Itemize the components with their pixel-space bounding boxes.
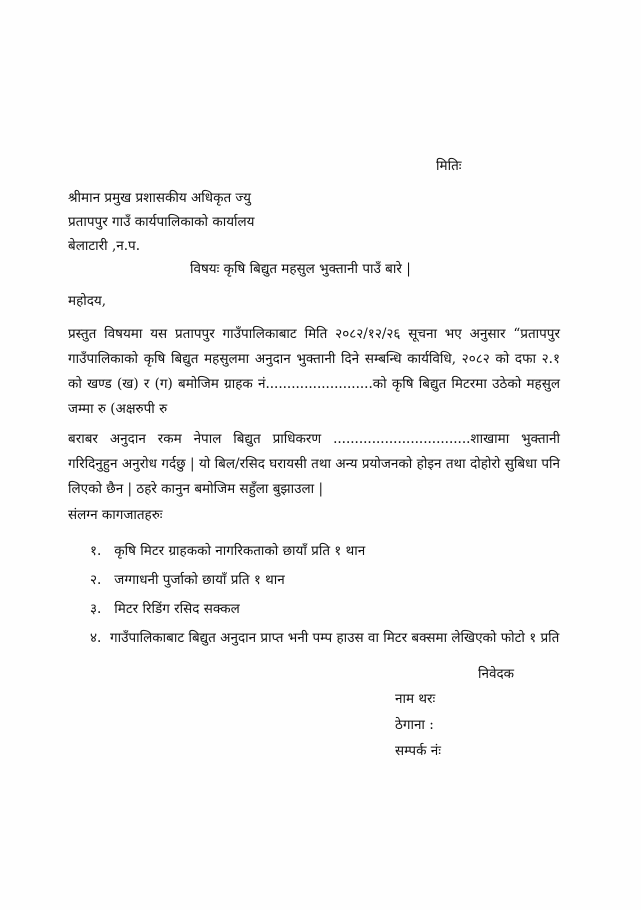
date-label: मितिः <box>436 158 462 174</box>
attachment-item <box>90 569 565 591</box>
attachment-number: २. <box>90 572 102 588</box>
attachments-heading: संलग्न कागजातहरुः <box>68 507 163 523</box>
attachment-number: ३. <box>90 601 102 617</box>
contact-label: सम्पर्क नंः <box>395 743 441 759</box>
recipient-office: प्रतापपुर गाउँ कार्यपालिकाको कार्यालय <box>68 214 255 230</box>
attachment-text: कृषि मिटर ग्राहकको नागरिकताको छायाँ प्रति १ थान <box>114 543 366 559</box>
applicant-label: निवेदक <box>478 666 515 682</box>
recipient-location: बेलाटारी ,न.प. <box>68 238 141 254</box>
attachment-item <box>90 627 565 649</box>
body-paragraph-1 <box>68 322 560 422</box>
attachments-list <box>90 540 565 656</box>
body-paragraph-2-text: बराबर अनुदान रकम नेपाल बिद्युत प्राधिकरण ................................शाखामा भुक्तानी गरिदिनुहुन अनुरोध गर्दछु | यो बिल/रसिद घरायसी तथा अन्य प्रयोजनको होइन तथा दोहोरो सुबिधा पनि लिएको छैन | ठहरे कानुन बमोजिम सहुँला बुझाउला | <box>68 431 560 497</box>
attachment-item <box>90 598 565 620</box>
attachment-text: मिटर रिडिंग रसिद सक्कल <box>114 601 240 617</box>
address-label: ठेगाना : <box>395 717 434 733</box>
attachment-number: १. <box>90 543 102 559</box>
signature-block <box>395 686 441 764</box>
body-paragraph-2 <box>68 427 560 502</box>
recipient-title: श्रीमान प्रमुख प्रशासकीय अधिकृत ज्यु <box>68 190 251 206</box>
attachment-item <box>90 540 565 562</box>
attachment-text: गाउँपालिकाबाट बिद्युत अनुदान प्राप्त भनी पम्प हाउस वा मिटर बक्समा लेखिएको फोटो १ प्रति <box>110 630 560 646</box>
body-paragraph-1-text: प्रस्तुत विषयमा यस प्रतापपुर गाउँपालिकाबाट मिति २०८२/१२/२६ सूचना भए अनुसार “प्रतापपुर गाउँपालिकाको कृषि बिद्युत महसुलमा अनुदान भुक्तानी दिने सम्बन्धि कार्यविधि, २०८२ को दफा २.१ को खण्ड (ख) र (ग) बमोजिम ग्राहक नं.........................को कृषि बिद्युत मिटरमा उठेको महसुल जम्मा रु (अक्षरुपी रु <box>68 326 560 417</box>
name-label: नाम थरः <box>395 691 436 707</box>
attachment-text: जग्गाधनी पुर्जाको छायाँ प्रति १ थान <box>114 572 285 588</box>
subject-line: विषयः कृषि बिद्युत महसुल भुक्तानी पाउँ बारे | <box>190 261 411 277</box>
attachment-number: ४. <box>90 630 102 646</box>
salutation: महोदय, <box>68 293 107 309</box>
